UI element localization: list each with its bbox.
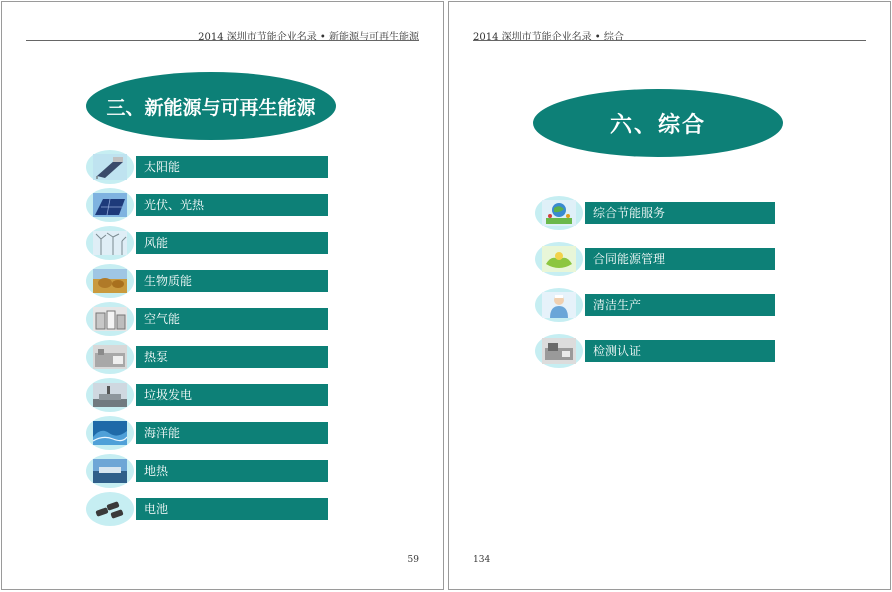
category-label: 太阳能 bbox=[136, 156, 328, 178]
category-item-air-energy[interactable] bbox=[86, 302, 328, 336]
power-plant-icon bbox=[86, 378, 134, 412]
geothermal-icon bbox=[86, 454, 134, 488]
category-label: 合同能源管理 bbox=[585, 248, 775, 270]
right-page bbox=[448, 1, 891, 590]
running-header: 2014 深圳市节能企业名录 • 综合 bbox=[473, 32, 624, 43]
page-number: 134 bbox=[473, 555, 491, 565]
section-title: 六、综合 bbox=[533, 89, 783, 157]
category-item-contract-energy[interactable] bbox=[535, 242, 775, 276]
category-label: 综合节能服务 bbox=[585, 202, 775, 224]
left-page bbox=[1, 1, 444, 590]
category-label: 海洋能 bbox=[136, 422, 328, 444]
category-label: 风能 bbox=[136, 232, 328, 254]
category-item-solar[interactable] bbox=[86, 150, 328, 184]
running-header: 2014 深圳市节能企业名录 • 新能源与可再生能源 bbox=[198, 32, 419, 43]
category-label: 热泵 bbox=[136, 346, 328, 368]
section-title: 三、新能源与可再生能源 bbox=[86, 72, 336, 140]
category-item-heat-pump[interactable] bbox=[86, 340, 328, 374]
category-label: 生物质能 bbox=[136, 270, 328, 292]
category-label: 光伏、光热 bbox=[136, 194, 328, 216]
solar-panel-icon bbox=[86, 188, 134, 222]
heat-pump-icon bbox=[86, 340, 134, 374]
category-item-photovoltaic[interactable] bbox=[86, 188, 328, 222]
category-label: 垃圾发电 bbox=[136, 384, 328, 406]
category-item-testing[interactable] bbox=[535, 334, 775, 368]
air-unit-icon bbox=[86, 302, 134, 336]
page-number: 59 bbox=[407, 555, 419, 565]
header-rule bbox=[26, 40, 419, 41]
ocean-wave-icon bbox=[86, 416, 134, 450]
category-item-wind[interactable] bbox=[86, 226, 328, 260]
category-item-energy-service[interactable] bbox=[535, 196, 775, 230]
testing-equipment-icon bbox=[535, 334, 583, 368]
category-item-waste-power[interactable] bbox=[86, 378, 328, 412]
category-label: 检测认证 bbox=[585, 340, 775, 362]
solar-water-heater-icon bbox=[86, 150, 134, 184]
green-hands-icon bbox=[535, 242, 583, 276]
category-label: 地热 bbox=[136, 460, 328, 482]
category-label: 空气能 bbox=[136, 308, 328, 330]
clean-worker-icon bbox=[535, 288, 583, 322]
category-label: 清洁生产 bbox=[585, 294, 775, 316]
category-item-clean-production[interactable] bbox=[535, 288, 775, 322]
header-rule bbox=[473, 40, 866, 41]
wind-turbine-icon bbox=[86, 226, 134, 260]
category-item-geothermal[interactable] bbox=[86, 454, 328, 488]
battery-icon bbox=[86, 492, 134, 526]
category-item-battery[interactable] bbox=[86, 492, 328, 526]
globe-people-icon bbox=[535, 196, 583, 230]
category-label: 电池 bbox=[136, 498, 328, 520]
category-item-biomass[interactable] bbox=[86, 264, 328, 298]
category-item-ocean[interactable] bbox=[86, 416, 328, 450]
hay-field-icon bbox=[86, 264, 134, 298]
